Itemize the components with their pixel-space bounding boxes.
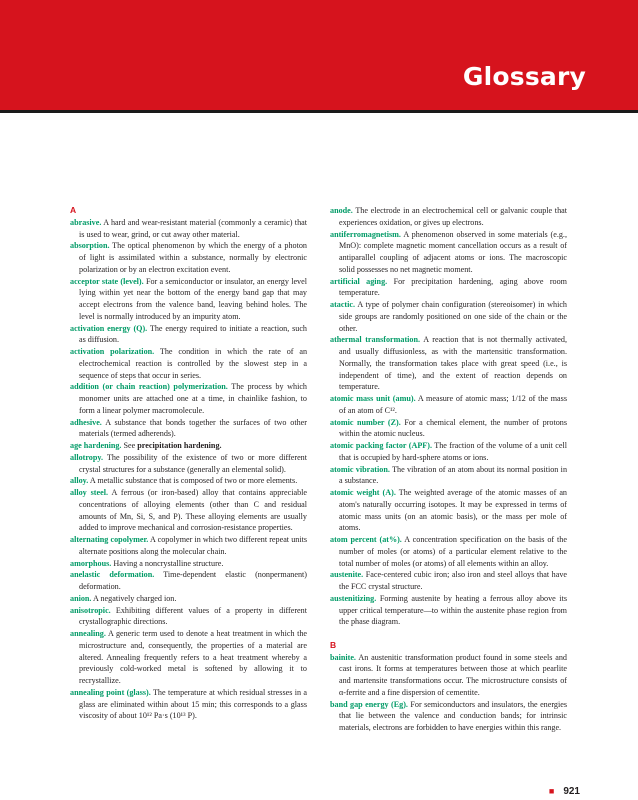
glossary-definition: The process by which monomer units are attached one at a time, in chainlike fashion, to form a linear polymer macromolecule. [79, 382, 307, 415]
glossary-term: atomic weight (A). [330, 488, 396, 497]
glossary-entry [330, 487, 567, 534]
glossary-entry [330, 440, 567, 464]
glossary-term: alloy. [70, 476, 89, 486]
glossary-term: allotropy. [70, 452, 104, 462]
glossary-entry [70, 381, 307, 416]
glossary-entry [70, 593, 307, 605]
right-entry-list-b [330, 652, 567, 734]
glossary-definition: A concentration specification on the basis of the number of moles (or atoms) of a particular element relative to the total number of moles (or atoms) of all elements within an alloy. [339, 535, 567, 568]
glossary-column-left [70, 205, 307, 722]
glossary-entry [330, 417, 567, 441]
glossary-definition: Forming austenite by heating a ferrous alloy above its upper critical temperature—to within the austenite phase region from the phase diagram. [339, 593, 567, 627]
glossary-definition: A reaction that is not thermally activated, and usually diffusionless, as with the martensitic transformation. Normally, the transformation takes place with great speed (i.e., is independent of time), and the extent of reaction depends on temperature. [339, 335, 567, 392]
glossary-term: atactic. [330, 300, 356, 309]
glossary-entry [330, 464, 567, 488]
glossary-entry [330, 699, 567, 734]
glossary-term: atomic mass unit (amu). [330, 394, 416, 403]
glossary-term: addition (or chain reaction) polymerization. [70, 382, 228, 392]
glossary-entry [330, 276, 567, 300]
glossary-entry [70, 487, 307, 534]
glossary-definition: For a chemical element, the number of protons within the atomic nucleus. [339, 417, 568, 439]
glossary-entry [70, 628, 307, 687]
glossary-entry [330, 593, 567, 628]
glossary-term: amorphous. [70, 558, 112, 568]
glossary-term: activation polarization. [70, 347, 155, 356]
glossary-term: alloy steel. [70, 488, 109, 497]
glossary-term: atomic packing factor (APF). [330, 441, 432, 450]
glossary-definition: The vibration of an atom about its normal position in a substance. [339, 464, 568, 486]
header-banner [0, 0, 638, 110]
glossary-term: activation energy (Q). [70, 323, 148, 333]
glossary-term: anisotropic. [70, 605, 111, 615]
glossary-definition: Having a noncrystalline structure. [111, 558, 224, 568]
glossary-entry [70, 558, 307, 570]
glossary-entry [330, 652, 567, 699]
glossary-term: austenitizing. [330, 593, 377, 603]
glossary-definition: A copolymer in which two different repeat units alternate positions along the molecular chain. [79, 535, 308, 556]
glossary-definition: The possibility of the existence of two or more different crystal structures for a substance (generally an elemental solid). [79, 452, 307, 474]
bullet-icon: ■ [548, 786, 555, 796]
glossary-term: band gap energy (Eg). [330, 699, 408, 709]
glossary-term: absorption. [70, 241, 110, 251]
glossary-entry [330, 299, 567, 334]
glossary-definition: The weighted average of the atomic masses of an atom's naturally occurring isotopes. It may be expressed in terms of atomic mass units (on an atomic basis), or the mass per mole of atoms. [339, 488, 567, 533]
glossary-term: acceptor state (level). [70, 276, 144, 286]
glossary-term: bainite. [330, 652, 356, 662]
glossary-term: anelastic deformation. [70, 570, 155, 580]
glossary-definition: For a semiconductor or insulator, an energy level lying within yet near the bottom of the energy band gap that may accept electrons from the valence band, leaving behind holes. The level is normally introduced by an impurity atom. [79, 276, 307, 321]
glossary-definition: An austenitic transformation product found in some steels and cast irons. It forms at temperatures between those at which pearlite and martensite transformations occur. The microstructure consists of α-ferrite and a fine dispersion of cementite. [339, 652, 567, 697]
glossary-definition: Face-centered cubic iron; also iron and steel alloys that have the FCC crystal structure. [339, 570, 567, 591]
glossary-entry [330, 205, 567, 229]
header-rule [0, 110, 638, 113]
glossary-definition: Exhibiting different values of a property in different crystallographic directions. [79, 605, 307, 627]
glossary-entry [330, 334, 567, 393]
glossary-entry [70, 346, 307, 381]
glossary-entry [70, 452, 307, 476]
glossary-definition: A substance that bonds together the surfaces of two other materials (termed adherends). [79, 417, 307, 439]
glossary-term: anode. [330, 206, 353, 215]
section-letter-b: B [330, 639, 337, 650]
glossary-entry [70, 323, 307, 347]
glossary-definition: The energy required to initiate a reaction, such as diffusion. [79, 323, 307, 345]
glossary-definition: For precipitation hardening, aging above room temperature. [339, 276, 567, 298]
glossary-term: alternating copolymer. [70, 535, 149, 544]
glossary-definition: For semiconductors and insulators, the energies that lie between the valence and conduction bands; for intrinsic materials, electrons are forbidden to have energies within this range. [339, 699, 567, 732]
right-entry-list-a [330, 205, 567, 628]
glossary-entry [330, 393, 567, 417]
glossary-term: annealing. [70, 629, 106, 638]
glossary-definition: The temperature at which residual stresses in a glass are eliminated within about 15 min; this corresponds to a glass viscosity of about 10¹² Pa·s (10¹³ P). [79, 687, 307, 721]
glossary-definition: Time-dependent elastic (nonpermanent) deformation. [79, 570, 307, 591]
page-footer [549, 786, 580, 797]
glossary-definition: A measure of atomic mass; 1/12 of the mass of an atom of C¹². [339, 394, 567, 415]
glossary-definition: A generic term used to denote a heat treatment in which the microstructure and, consequently, the properties of a material are altered. Annealing frequently refers to a heat treatment whereby a previously cold-worked metal is softened by allowing it to recrystallize. [79, 629, 307, 685]
glossary-entry [70, 569, 307, 593]
glossary-term: atomic number (Z). [330, 417, 401, 427]
glossary-definition: A metallic substance that is composed of two or more elements. [88, 476, 298, 486]
glossary-definition: The electrode in an electrochemical cell or galvanic couple that experiences oxidation, or gives up electrons. [339, 206, 567, 227]
glossary-definition: See [121, 441, 136, 450]
glossary-entry [70, 217, 307, 241]
section-letter-a: A [70, 205, 77, 215]
glossary-entry [70, 534, 307, 558]
glossary-see-reference: precipitation hardening. [135, 441, 222, 450]
glossary-term: age hardening. [70, 441, 122, 450]
glossary-term: austenite. [330, 570, 364, 580]
glossary-definition: A hard and wear-resistant material (commonly a ceramic) that is used to wear, grind, or cut away other material. [79, 217, 307, 239]
glossary-entry [330, 229, 567, 276]
glossary-definition: A phenomenon observed in some materials (e.g., MnO): complete magnetic moment cancellation occurs as a result of antiparallel coupling of adjacent atoms or ions. The macroscopic solid possesses no net magnetic moment. [339, 229, 567, 274]
glossary-definition: The optical phenomenon by which the energy of a photon of light is assimilated within a substance, normally by electronic polarization or by an electron excitation event. [79, 241, 307, 274]
glossary-term: atom percent (at%). [330, 535, 402, 544]
glossary-term: anion. [70, 593, 92, 603]
glossary-entry [330, 534, 567, 569]
glossary-term: abrasive. [70, 217, 102, 227]
glossary-term: atomic vibration. [330, 464, 390, 474]
left-entry-list [70, 217, 307, 722]
glossary-entry [70, 276, 307, 323]
glossary-definition: A ferrous (or iron-based) alloy that contains appreciable concentrations of alloying elements (other than C and residual amounts of Mn, Si, S, and P). These alloying elements are usually added to improve mechanical and corrosion-resistance properties. [79, 488, 307, 533]
glossary-term: annealing point (glass). [70, 687, 151, 697]
page-title: Glossary [462, 62, 586, 91]
glossary-term: artificial aging. [330, 276, 388, 286]
glossary-entry [330, 569, 567, 593]
glossary-term: adhesive. [70, 417, 102, 427]
glossary-entry [70, 475, 307, 487]
glossary-entry [70, 687, 307, 722]
page-number: 921 [563, 786, 580, 797]
glossary-definition: The fraction of the volume of a unit cell that is occupied by hard-sphere atoms or ions. [339, 441, 567, 462]
glossary-entry [70, 240, 307, 275]
glossary-entry [70, 440, 307, 452]
glossary-entry [70, 417, 307, 441]
glossary-definition: The condition in which the rate of an electrochemical reaction is controlled by the slowest step in a sequence of steps that occur in series. [79, 347, 308, 380]
glossary-term: antiferromagnetism. [330, 229, 401, 239]
glossary-definition: A negatively charged ion. [91, 593, 177, 603]
glossary-entry [70, 605, 307, 629]
glossary-term: athermal transformation. [330, 335, 421, 345]
glossary-definition: A type of polymer chain configuration (stereoisomer) in which side groups are randomly positioned on one side of the chain or the other. [339, 300, 567, 333]
glossary-column-right [330, 205, 567, 734]
